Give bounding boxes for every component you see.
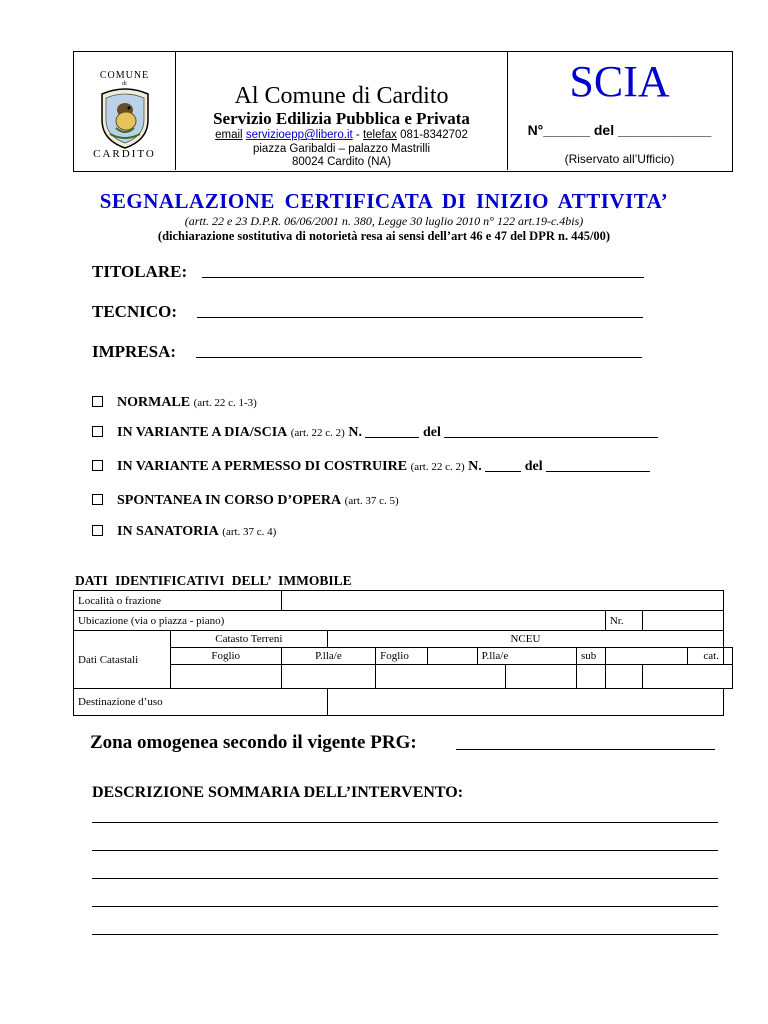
checkbox[interactable] <box>92 525 103 536</box>
header-box <box>73 51 733 172</box>
description-line[interactable] <box>92 934 718 935</box>
number-label: N. <box>348 425 362 440</box>
ubicazione-label: Ubicazione (via o piazza - piano) <box>74 611 606 631</box>
checkbox[interactable] <box>92 460 103 471</box>
impresa-label: IMPRESA: <box>92 342 177 361</box>
property-data-title: DATI IDENTIFICATIVI DELL’ IMMOBILE <box>75 573 352 588</box>
number-label: N. <box>468 459 482 474</box>
destinazione-label: Destinazione d’uso <box>74 689 328 716</box>
sub-input[interactable] <box>605 648 687 665</box>
titolare-field[interactable] <box>202 277 644 278</box>
contact-line: email servizioepp@libero.it - telefax 081-8342702 <box>215 129 468 141</box>
option-variante-dia[interactable] <box>92 425 658 441</box>
option-sanatoria[interactable] <box>92 524 276 540</box>
logo-text-small: di <box>122 81 127 87</box>
foglio-nceu-input[interactable] <box>427 648 477 665</box>
option-spontanea[interactable] <box>92 493 399 509</box>
table-row <box>74 689 733 716</box>
coat-of-arms-icon <box>96 86 154 150</box>
option-label: SPONTANEA IN CORSO D’OPERA <box>117 493 342 508</box>
nceu-label: NCEU <box>327 631 723 648</box>
description-line[interactable] <box>92 850 718 851</box>
office-info-cell <box>176 52 508 170</box>
legal-references: (artt. 22 e 23 D.P.R. 06/06/2001 n. 380, Legge 30 luglio 2010 n° 122 art.19-c.4bis) <box>184 214 584 228</box>
document-title: SEGNALAZIONE CERTIFICATA DI INIZIO ATTIVITA’ <box>99 189 669 213</box>
telefax-number: 081-8342702 <box>400 129 468 141</box>
option-label: IN SANATORIA <box>117 524 219 539</box>
table-row <box>74 611 733 631</box>
description-line[interactable] <box>92 906 718 907</box>
cat-label: cat. <box>688 648 724 665</box>
servizio-title: Servizio Edilizia Pubblica e Privata <box>213 109 470 128</box>
option-ref: (art. 37 c. 5) <box>344 495 399 507</box>
catastali-label: Dati Catastali <box>74 631 171 689</box>
nceu-input-d[interactable] <box>605 665 643 689</box>
tecnico-label: TECNICO: <box>92 302 178 321</box>
logo-cell <box>74 52 176 170</box>
plla-terreni-input[interactable] <box>281 665 375 689</box>
date-field[interactable] <box>546 460 650 472</box>
sub-label: sub <box>576 648 605 665</box>
plla-label: P.lla/e <box>281 648 375 665</box>
date-label: del <box>422 425 441 440</box>
address: piazza Garibaldi – palazzo Mastrilli <box>252 143 431 155</box>
option-variante-permesso[interactable] <box>92 459 650 475</box>
declaration-note: (dichiarazione sostitutiva di notorietà resa ai sensi dell’art 46 e 47 del DPR n. 445/00) <box>157 229 611 243</box>
checkbox[interactable] <box>92 494 103 505</box>
table-row <box>74 591 733 611</box>
cat-input[interactable] <box>724 648 733 665</box>
table-row <box>74 665 733 689</box>
option-ref: (art. 22 c. 2) <box>410 461 465 473</box>
date-label: del <box>524 459 543 474</box>
nceu-input-c[interactable] <box>576 665 605 689</box>
reserved-office-note: (Riservato all’Ufficio) <box>564 152 675 166</box>
property-data-table <box>73 590 733 716</box>
impresa-field[interactable] <box>196 357 642 358</box>
scia-cell <box>508 52 731 170</box>
scia-title: SCIA <box>569 57 670 106</box>
telefax-label: telefax <box>362 129 397 141</box>
catasto-terreni-label: Catasto Terreni <box>170 631 327 648</box>
nr-input[interactable] <box>643 611 724 631</box>
city: 80024 Cardito (NA) <box>291 156 392 168</box>
protocol-number-field: N°______ del ____________ <box>527 122 712 138</box>
localita-label: Località o frazione <box>74 591 282 611</box>
tecnico-field[interactable] <box>197 317 643 318</box>
option-ref: (art. 22 c. 2) <box>290 427 345 439</box>
destinazione-input[interactable] <box>327 689 723 716</box>
number-field[interactable] <box>485 460 521 472</box>
table-row <box>74 631 733 648</box>
option-label: NORMALE <box>117 395 191 410</box>
option-label: IN VARIANTE A DIA/SCIA <box>117 425 288 440</box>
logo-text-bottom: CARDITO <box>93 148 156 160</box>
option-ref: (art. 37 c. 4) <box>222 526 277 538</box>
zona-prg-field[interactable] <box>456 749 715 750</box>
foglio-terreni-input[interactable] <box>170 665 281 689</box>
description-line[interactable] <box>92 822 718 823</box>
zona-prg-label: Zona omogenea secondo il vigente PRG: <box>90 732 417 753</box>
description-title: DESCRIZIONE SOMMARIA DELL’INTERVENTO: <box>92 784 464 801</box>
foglio-label: Foglio <box>170 648 281 665</box>
foglio-nceu-label: Foglio <box>376 648 428 665</box>
localita-input[interactable] <box>281 591 723 611</box>
checkbox[interactable] <box>92 426 103 437</box>
email-link[interactable]: servizioepp@libero.it <box>245 129 353 141</box>
table-row <box>74 648 733 665</box>
titolare-label: TITOLARE: <box>92 262 188 281</box>
email-label: email <box>215 129 243 141</box>
plla-nceu-label: P.lla/e <box>477 648 576 665</box>
comune-title: Al Comune di Cardito <box>234 83 449 109</box>
nceu-input-a[interactable] <box>376 665 506 689</box>
date-field[interactable] <box>444 426 658 438</box>
option-normale[interactable] <box>92 395 257 411</box>
nceu-input-e[interactable] <box>643 665 733 689</box>
logo-text-top: COMUNE <box>99 70 150 81</box>
option-ref: (art. 22 c. 1-3) <box>193 397 257 409</box>
option-label: IN VARIANTE A PERMESSO DI COSTRUIRE <box>117 459 408 474</box>
description-line[interactable] <box>92 878 718 879</box>
number-field[interactable] <box>365 426 419 438</box>
nr-label: Nr. <box>605 611 643 631</box>
checkbox[interactable] <box>92 396 103 407</box>
nceu-input-b[interactable] <box>506 665 577 689</box>
